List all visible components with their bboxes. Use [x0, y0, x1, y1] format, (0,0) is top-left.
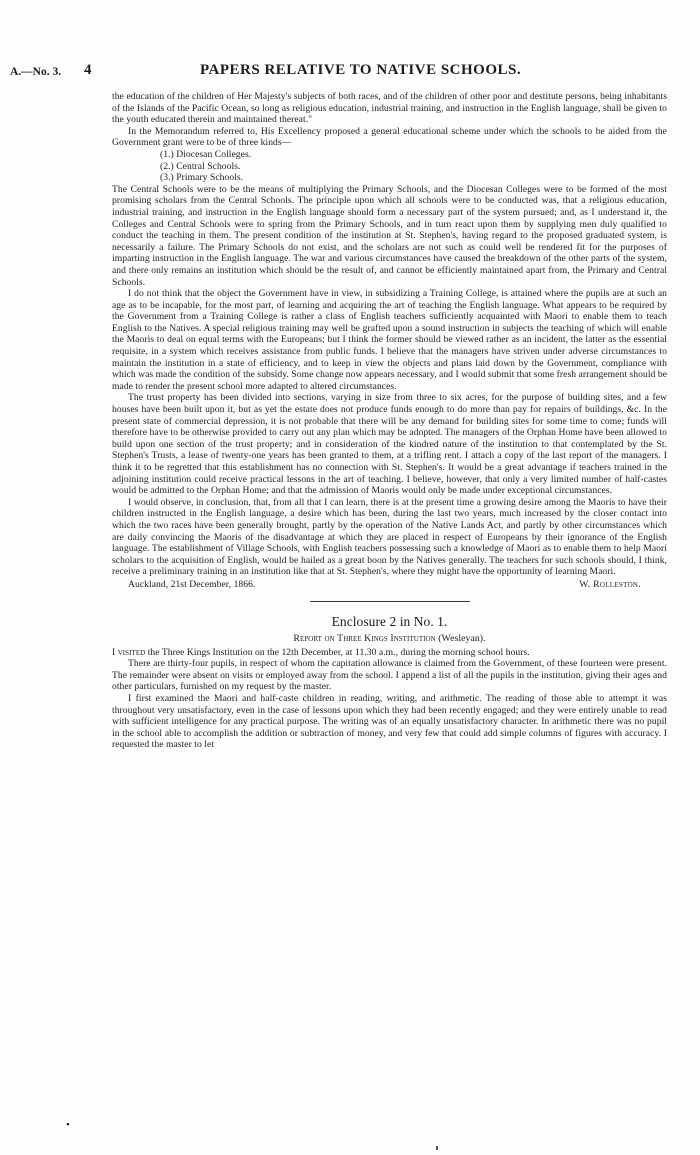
- report-name: Three Kings Institution: [337, 632, 436, 644]
- signature: W. Rolleston.: [579, 578, 641, 590]
- place-date: Auckland, 21st December, 1866.: [128, 578, 256, 590]
- paragraph: I do not think that the object the Government have in view, in subsidizing a Training College, is attained where the pupils are at such an age as to be incapable, for the most part, of learning and acquiring the art of teaching the English language. What appears to be required by the Government from a Training College is rather a class of English teachers sufficiently acquainted with Maori to enable them to teach English to the Natives. A special religious training may well be grafted upon a sound instruction in subjects the teaching of which will enable the Maoris to deal on equal terms with the Europeans; but I think the former should be viewed rather as an incident, the latter as the essential requisite, in a system which receives assistance from public funds. I believe that the managers have striven under adverse circumstances to maintain the institution in a state of efficiency, and to keep in view the objects and plans laid down by the Government, compliance with which was made the condition of the subsidy. Some change now appears necessary, and I would submit that some fresh arrangement should be made to render the present school more adapted to altered circumstances.: [112, 288, 667, 392]
- paragraph: In the Memorandum referred to, His Excellency proposed a general educational scheme under which the schools to be aided from the Government grant were to be of three kinds—: [112, 125, 667, 149]
- page-number: 4: [84, 62, 92, 78]
- print-speck: [436, 1146, 438, 1150]
- paragraph: The Central Schools were to be the means of multiplying the Primary Schools, and the Diocesan Colleges were to be formed of the most promising scholars from the Central Schools. The principle upon which all schools were to be conducted was, that a religious education, industrial training, and instruction in the English language should form a necessary part of the system pursued; and, as I understand it, the Colleges and Central Schools were to spring from the Primary Schools, and in turn react upon them by supplying men duly qualified to conduct the teaching in them. The present condition of the institution at St. Stephen's, having regard to the proposed graduated system, is necessarily a failure. The Primary Schools do not exist, and the scholars are not such as could well be rendered fit for the purposes of imparting instruction in the English language. The war and various circumstances have caused the breakdown of the other parts of the system, and there only remains an institution which should be the result of, and cannot be efficiently maintained apart from, the Primary and Central Schools.: [112, 183, 667, 288]
- list-item: (2.) Central Schools.: [160, 160, 241, 172]
- running-title: PAPERS RELATIVE TO NATIVE SCHOOLS.: [200, 62, 522, 78]
- section-divider: [310, 601, 470, 602]
- paragraph-text: the Three Kings Institution on the 12th December, at 11.30 a.m., during the morning school hours.: [147, 646, 530, 658]
- report-title: [112, 633, 667, 645]
- lead-in: I visited: [112, 646, 146, 658]
- report-suffix: (Wesleyan).: [438, 632, 486, 644]
- page-header: [0, 62, 700, 84]
- paragraph: I would observe, in conclusion, that, from all that I can learn, there is at the present time a growing desire among the Maoris to have their children instructed in the English language, a desire which has been, during the last two years, much increased by the closer contact into which the two races have been generally brought, partly by the operation of the Native Lands Act, and partly by other circumstances which are daily convincing the Maoris of the disadvantage at which they are placed in respect of Europeans by their ignorance of the English language. The establishment of Village Schools, with English teachers possessing such a knowledge of Maori as to enable them to help Maori scholars to the acquisition of English, would be hailed as a great boon by the Natives generally. The teachers for such schools should, I think, receive a preliminary training in an institution like that at St. Stephen's, where they might have the opportunity of learning Maori.: [112, 496, 667, 578]
- margin-mark: •: [66, 1119, 70, 1131]
- report-prefix: Report on: [293, 632, 335, 644]
- page-content: [112, 91, 667, 751]
- paragraph: [112, 647, 667, 659]
- signoff: [112, 579, 667, 591]
- paragraph: I first examined the Maori and half-caste children in reading, writing, and arithmetic. The reading of those able to attempt it was throughout very unsatisfactory, even in the case of lessons upon which they had been recently engaged; and they were entirely unable to read with sufficient intelligence for any practical purpose. The writing was of an equally unsatisfactory character. In arithmetic there was no pupil in the school able to accomplish the addition or subtraction of money, and very few that could add simple columns of figures with accuracy. I requested the master to let: [112, 692, 667, 751]
- series-number: A.—No. 3.: [10, 66, 62, 78]
- paragraph: There are thirty-four pupils, in respect of whom the capitation allowance is claimed from the Government, of these fourteen were present. The remainder were absent on visits or employed away from the school. I append a list of all the pupils in the institution, giving their ages and other particulars, furnished on my request by the master.: [112, 658, 667, 693]
- enclosure-title: Enclosure 2 in No. 1.: [331, 613, 448, 629]
- paragraph: The trust property has been divided into sections, varying in size from three to six acres, for the purpose of building sites, and a few houses have been built upon it, but as yet the estate does not produce funds enough to do more than pay for repairs of buildings, &c. In the present state of commercial depression, it is not probable that there will be any demand for building sites for some time to come; funds will therefore have to be otherwise provided to carry out any plan which may be adopted. The managers of the Orphan Home have been allowed to build upon one section of the trust property; and in consideration of the kindred nature of the institution to that contemplated by the St. Stephen's Trusts, a lease of twenty-one years has been granted to them, at a trifling rent. I attach a copy of the last report of the managers. I think it to be regretted that this establishment has no connection with St. Stephen's. It would be a great advantage if teachers trained in the adjoining institution could receive practical lessons in the art of teaching. I believe, however, that only a very limited number of half-castes would be admitted to the Orphan Home; and that the admission of Maoris would only be made under exceptional circumstances.: [112, 392, 667, 497]
- paragraph: the education of the children of Her Majesty's subjects of both races, and of the children of other poor and destitute persons, being inhabitants of the Islands of the Pacific Ocean, so long as religious education, industrial training, and instruction in the English language, shall be given to the youth educated therein and maintained thereat.": [112, 91, 667, 126]
- list-item: (1.) Diocesan Colleges.: [160, 148, 252, 160]
- list-item: (3.) Primary Schools.: [160, 172, 244, 184]
